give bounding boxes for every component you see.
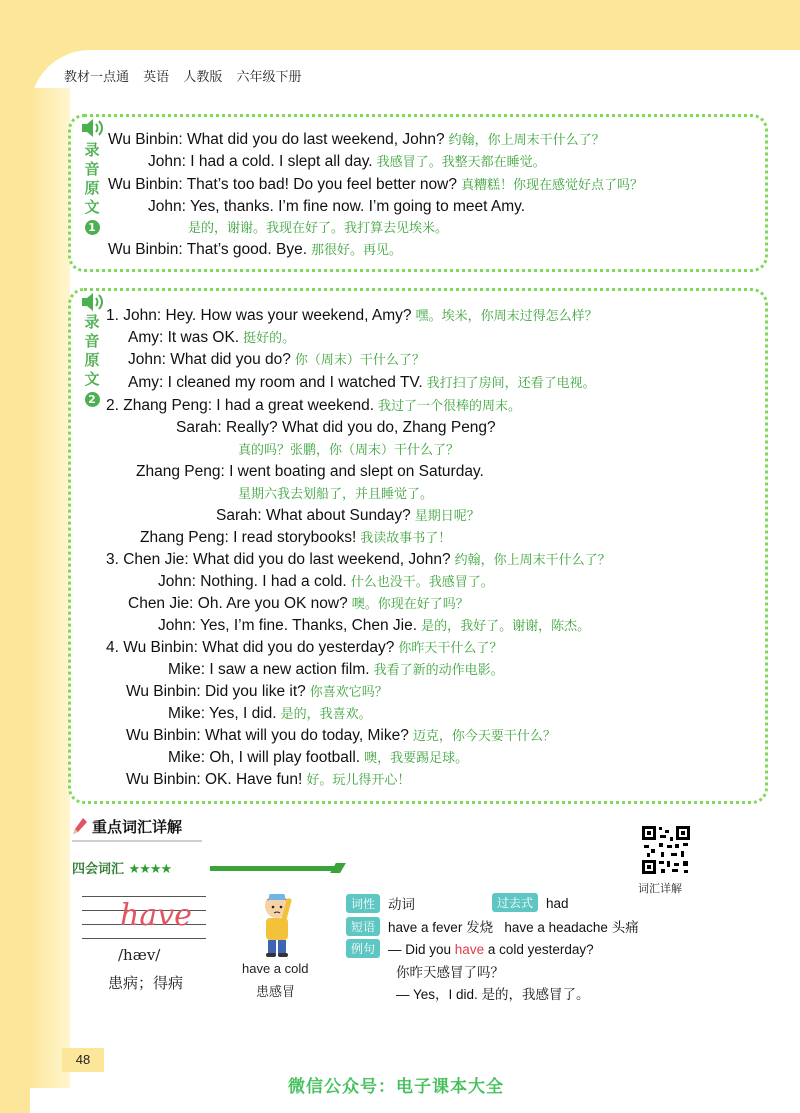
star-rating: ★★★★	[128, 862, 172, 877]
transcript-line	[148, 152, 546, 173]
line-chinese: 约翰，你上周末干什么了？	[448, 133, 605, 148]
past-value: had	[546, 896, 569, 911]
line-chinese: 约翰，你上周末干什么了？	[454, 553, 611, 568]
transcript-line	[148, 197, 529, 218]
phonetic: /hæv/	[118, 946, 161, 964]
label-char: 文	[84, 198, 100, 216]
label-char: 文	[84, 370, 100, 388]
label-char: 原	[84, 351, 100, 369]
line-english: John: What did you do?	[128, 351, 291, 368]
transcript-line	[168, 660, 504, 681]
header-subject: 英语	[143, 70, 170, 85]
line-chinese: 噢，我要踢足球。	[364, 751, 469, 766]
transcript-line	[106, 396, 521, 417]
transcript-line	[234, 484, 433, 505]
line-chinese: 你喜欢它吗？	[309, 685, 388, 700]
example1-post: a cold yesterday?	[484, 942, 594, 957]
example2: — Yes，I did. 是的，我感冒了。	[396, 987, 590, 1002]
example1-pre: — Did you	[388, 942, 455, 957]
label-char: 音	[84, 332, 100, 350]
line-english: John: Yes, thanks. I’m fine now. I’m going to meet Amy.	[148, 198, 526, 215]
transcript-line	[108, 130, 605, 151]
example-tag: 例句	[346, 939, 380, 958]
line-chinese: 我感冒了。我整天都在睡觉。	[376, 155, 546, 170]
line-chinese: 我看了新的动作电影。	[373, 663, 504, 678]
vocab-word: have	[120, 898, 192, 933]
title-underline	[72, 840, 202, 842]
transcript-line	[128, 373, 596, 394]
line-english: Sarah: What about Sunday?	[216, 507, 411, 524]
line-chinese: 星期六我去划船了，并且睡觉了。	[238, 487, 434, 502]
line-english: 1. John: Hey. How was your weekend, Amy?	[106, 307, 412, 324]
phrase2-cn: 头痛	[611, 920, 639, 936]
transcript-label	[81, 141, 103, 236]
label-char: 原	[84, 179, 100, 197]
line-english: 2. Zhang Peng: I had a great weekend.	[106, 397, 374, 414]
line-english: John: I had a cold. I slept all day.	[148, 153, 373, 170]
pos-entry	[346, 893, 415, 913]
line-english: Wu Binbin: What did you do last weekend, John?	[108, 131, 445, 148]
transcript-line	[140, 528, 451, 549]
transcript-line	[126, 726, 556, 747]
line-english: Wu Binbin: What will you do today, Mike?	[126, 727, 409, 744]
line-chinese: 什么也没干。我感冒了。	[350, 575, 494, 590]
label-char: 录	[84, 141, 100, 159]
line-english: Mike: Yes, I did.	[168, 705, 277, 722]
qr-label: 词汇详解	[638, 882, 682, 895]
line-english: Zhang Peng: I read storybooks!	[140, 529, 357, 546]
vocab-level	[72, 858, 171, 877]
past-tag: 过去式	[492, 893, 538, 912]
transcript-line	[168, 748, 468, 769]
transcript-line	[158, 616, 590, 637]
book-header	[64, 66, 311, 85]
transcript-line	[128, 350, 425, 371]
line-english: Mike: I saw a new action film.	[168, 661, 370, 678]
line-chinese: 是的，谢谢。我现在好了。我打算去见埃米。	[188, 221, 449, 236]
footer-watermark: 微信公众号：电子课本大全	[288, 1077, 504, 1097]
label-char: 音	[84, 160, 100, 178]
transcript-line	[108, 240, 402, 261]
phrase-tag: 短语	[346, 917, 380, 936]
line-english: Amy: It was OK.	[128, 329, 240, 346]
transcript-line	[108, 175, 643, 196]
illustration-caption-cn: 患感冒	[256, 985, 296, 1000]
transcript-number: 1	[85, 220, 100, 235]
line-english: 3. Chen Jie: What did you do last weekend, John?	[106, 551, 451, 568]
example1-translation: 你昨天感冒了吗？	[396, 965, 504, 980]
word-meaning: 患病；得病	[108, 974, 184, 992]
line-english: Wu Binbin: Did you like it?	[126, 683, 306, 700]
phrase2-en: have a headache	[504, 920, 608, 935]
past-entry	[492, 893, 569, 912]
line-chinese: 星期日呢？	[414, 509, 480, 524]
transcript-line	[136, 462, 488, 483]
transcript-number: 2	[85, 392, 100, 407]
speaker-icon	[79, 291, 105, 313]
example-entry	[346, 939, 594, 958]
line-chinese: 迈克，你今天要干什么？	[412, 729, 556, 744]
vocab-title-text: 重点词汇详解	[92, 818, 183, 836]
transcript-label	[81, 313, 103, 408]
example1-highlight: have	[454, 942, 485, 957]
illustration-caption: have a cold	[242, 961, 309, 976]
transcript-line	[128, 594, 469, 615]
transcript-line	[216, 506, 480, 527]
line-chinese: 是的，我喜欢。	[280, 707, 372, 722]
transcript-line	[106, 638, 502, 659]
line-english: Amy: I cleaned my room and I watched TV.	[128, 374, 423, 391]
line-chinese: 噢。你现在好了吗？	[351, 597, 469, 612]
qr-code-icon[interactable]	[641, 825, 691, 875]
line-chinese: 我读故事书了！	[360, 531, 452, 546]
header-series: 教材一点通	[64, 70, 130, 85]
transcript-line	[106, 550, 611, 571]
line-english: Wu Binbin: OK. Have fun!	[126, 771, 303, 788]
line-english: Mike: Oh, I will play football.	[168, 749, 361, 766]
line-english: Sarah: Really? What did you do, Zhang Peng?	[176, 419, 496, 436]
transcript-line	[126, 682, 388, 703]
side-strip	[0, 88, 30, 1113]
line-chinese: 我过了一个很棒的周末。	[378, 399, 522, 414]
level-label: 四会词汇	[72, 862, 125, 877]
line-chinese: 嘿。埃米，你周末过得怎么样？	[415, 309, 598, 324]
pos-value: 动词	[388, 897, 416, 913]
line-chinese: 真的吗？张鹏，你（周末）干什么了？	[238, 443, 460, 458]
line-chinese: 真糟糕！你现在感觉好点了吗？	[460, 178, 643, 193]
phrase1-cn: 发烧	[466, 920, 494, 936]
line-chinese: 好。玩儿得开心！	[306, 773, 411, 788]
transcript-line	[176, 418, 500, 439]
line-chinese: 挺好的。	[243, 331, 296, 346]
line-chinese: 那很好。再见。	[311, 243, 403, 258]
pos-tag: 词性	[346, 894, 380, 913]
transcript-line	[128, 328, 295, 349]
page-number: 48	[62, 1048, 104, 1072]
line-english: John: Nothing. I had a cold.	[158, 573, 347, 590]
transcript-line	[234, 440, 459, 461]
pencil-icon	[72, 817, 88, 835]
vocab-section-title	[72, 816, 182, 837]
line-english: John: Yes, I’m fine. Thanks, Chen Jie.	[158, 617, 418, 634]
transcript-line	[126, 770, 410, 791]
line-chinese: 你昨天干什么了？	[398, 641, 503, 656]
speaker-icon	[79, 117, 105, 139]
line-english: Chen Jie: Oh. Are you OK now?	[128, 595, 348, 612]
transcript-line	[168, 704, 372, 725]
label-char: 录	[84, 313, 100, 331]
header-grade: 六年级下册	[236, 70, 302, 85]
transcript-line	[158, 572, 494, 593]
boy-with-cold-illustration	[256, 892, 298, 958]
side-strip-gradient	[30, 88, 70, 1088]
line-english: 4. Wu Binbin: What did you do yesterday?	[106, 639, 395, 656]
phrase1-en: have a fever	[388, 920, 463, 935]
line-english: Zhang Peng: I went boating and slept on Saturday.	[136, 463, 484, 480]
line-chinese: 我打扫了房间，还看了电视。	[426, 376, 596, 391]
transcript-line	[184, 218, 448, 239]
line-chinese: 你（周末）干什么了？	[294, 353, 425, 368]
level-bar	[210, 866, 338, 871]
line-chinese: 是的，我好了。谢谢，陈杰。	[421, 619, 591, 634]
header-edition: 人教版	[183, 70, 223, 85]
line-english: Wu Binbin: That’s good. Bye.	[108, 241, 308, 258]
transcript-line	[106, 306, 598, 327]
line-english: Wu Binbin: That’s too bad! Do you feel better now?	[108, 176, 457, 193]
phrase-entry	[346, 916, 639, 936]
